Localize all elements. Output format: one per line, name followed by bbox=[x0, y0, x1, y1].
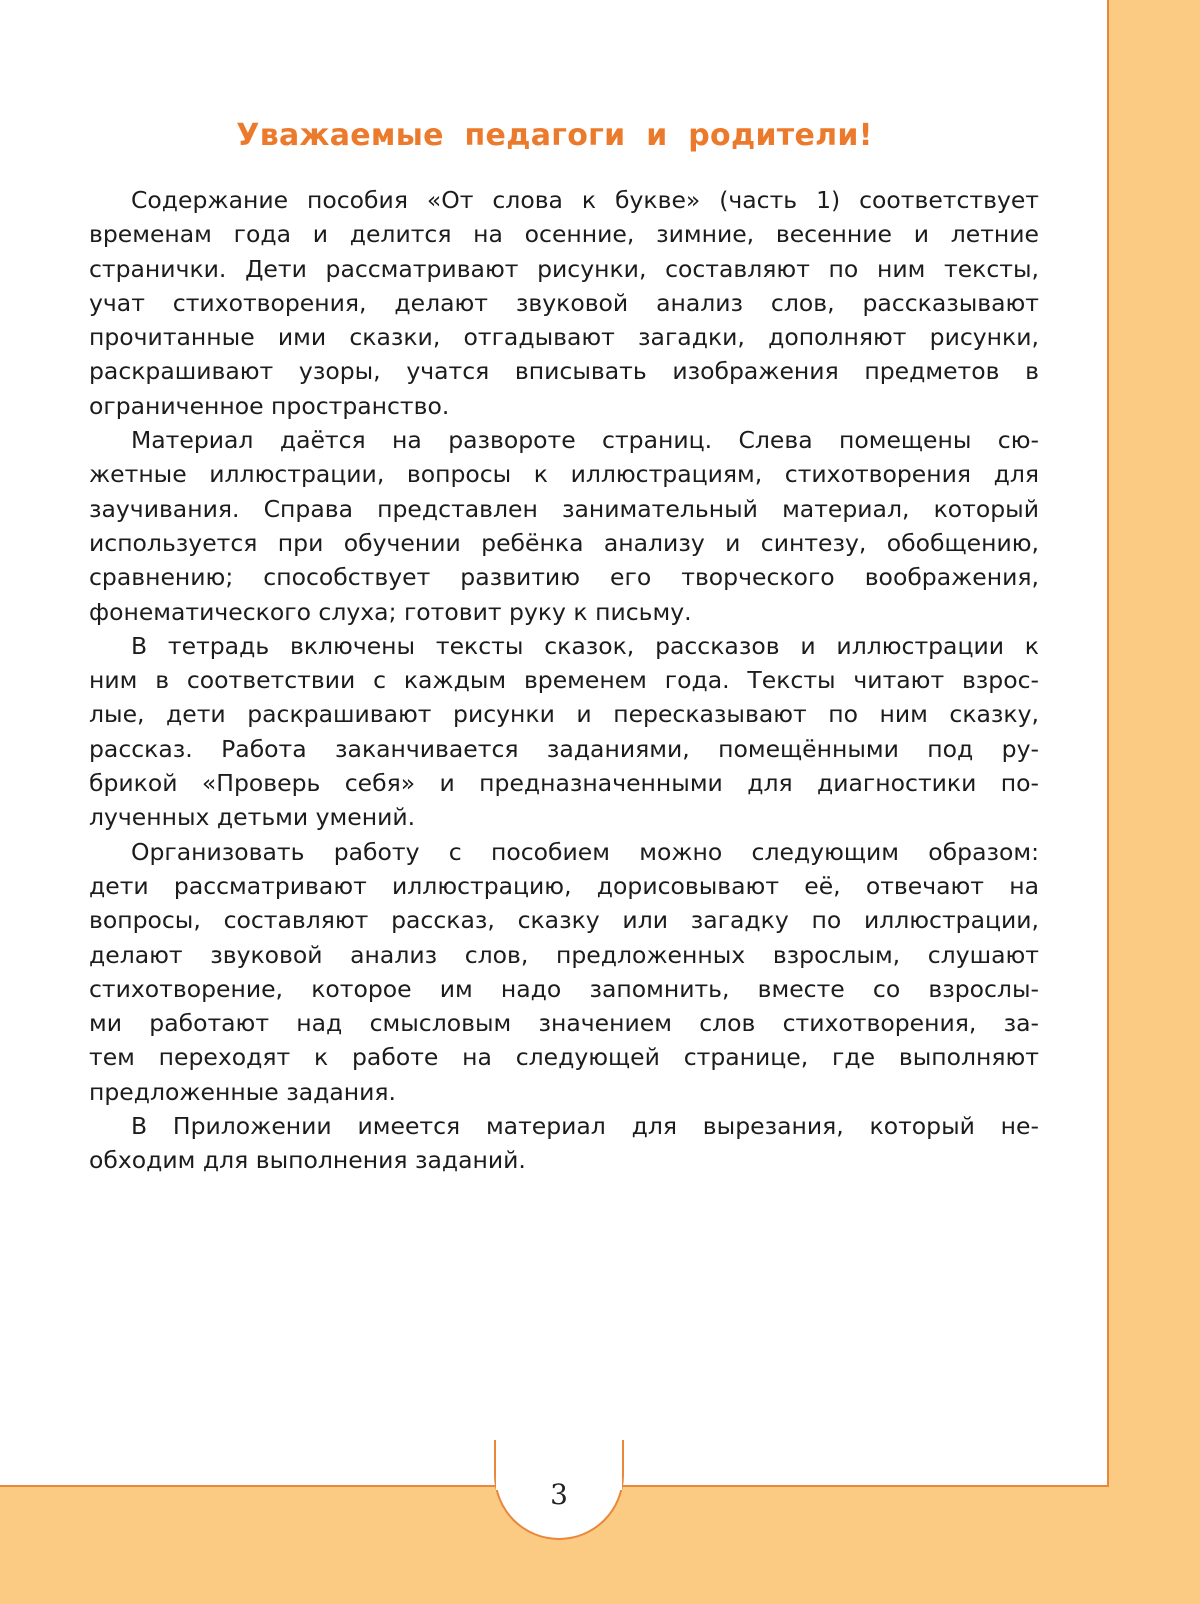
text-line: ограниченное пространство. bbox=[89, 391, 450, 420]
page-title: Уважаемые педагоги и родители! bbox=[236, 118, 873, 153]
paragraph bbox=[89, 183, 1039, 423]
text-line: тем переходят к работе на следующей странице, где выполняют bbox=[89, 1043, 1039, 1072]
text-line: ми работают над смысловым значением слов стихотворения, за- bbox=[89, 1009, 1039, 1038]
text-line: В Приложении имеется материал для вырезания, который не- bbox=[131, 1112, 1039, 1141]
text-line: лученных детьми умений. bbox=[89, 803, 416, 832]
paragraph bbox=[89, 423, 1039, 629]
text-line: Организовать работу с пособием можно следующим образом: bbox=[131, 837, 1039, 866]
text-line: обходим для выполнения заданий. bbox=[89, 1146, 526, 1175]
text-line: временам года и делится на осенние, зимние, весенние и летние bbox=[89, 220, 1039, 249]
text-line: учат стихотворения, делают звуковой анализ слов, рассказывают bbox=[89, 288, 1039, 317]
text-line: делают звуковой анализ слов, предложенных взрослым, слушают bbox=[89, 940, 1039, 969]
text-line: фонематического слуха; готовит руку к письму. bbox=[89, 597, 692, 626]
text-line: вопросы, составляют рассказ, сказку или загадку по иллюстрации, bbox=[89, 906, 1039, 935]
page-number: 3 bbox=[550, 1478, 568, 1511]
text-line: Содержание пособия «От слова к букве» (часть 1) соответствует bbox=[131, 186, 1039, 214]
text-line: предложенные задания. bbox=[89, 1077, 397, 1106]
text-line: раскрашивают узоры, учатся вписывать изображения предметов в bbox=[89, 357, 1039, 386]
text-line: стихотворение, которое им надо запомнить, вместе со взрослы- bbox=[89, 974, 1039, 1003]
text-line: В тетрадь включены тексты сказок, рассказов и иллюстрации к bbox=[131, 631, 1039, 660]
text-line: странички. Дети рассматривают рисунки, составляют по ним тексты, bbox=[89, 254, 1039, 283]
paragraph bbox=[89, 835, 1039, 1109]
text-line: сравнению; способствует развитию его творческого воображения, bbox=[89, 563, 1039, 592]
body-text bbox=[89, 183, 1039, 1178]
text-line: дети рассматривают иллюстрацию, дорисовывают её, отвечают на bbox=[89, 871, 1039, 900]
text-line: Материал даётся на развороте страниц. Слева помещены сю- bbox=[131, 426, 1039, 455]
text-line: заучивания. Справа представлен занимательный материал, который bbox=[89, 494, 1039, 523]
paragraph bbox=[89, 1109, 1039, 1178]
text-line: используется при обучении ребёнка анализу и синтезу, обобщению, bbox=[89, 528, 1039, 557]
paragraph bbox=[89, 629, 1039, 835]
text-line: рассказ. Работа заканчивается заданиями, помещёнными под ру- bbox=[89, 734, 1039, 763]
text-line: жетные иллюстрации, вопросы к иллюстрациям, стихотворения для bbox=[89, 460, 1039, 489]
text-line: прочитанные ими сказки, отгадывают загадки, дополняют рисунки, bbox=[89, 323, 1039, 352]
text-line: брикой «Проверь себя» и предназначенными для диагностики по- bbox=[89, 769, 1039, 798]
text-line: лые, дети раскрашивают рисунки и пересказывают по ним сказку, bbox=[89, 700, 1039, 729]
text-line: ним в соответствии с каждым временем года. Тексты читают взрос- bbox=[89, 666, 1039, 695]
